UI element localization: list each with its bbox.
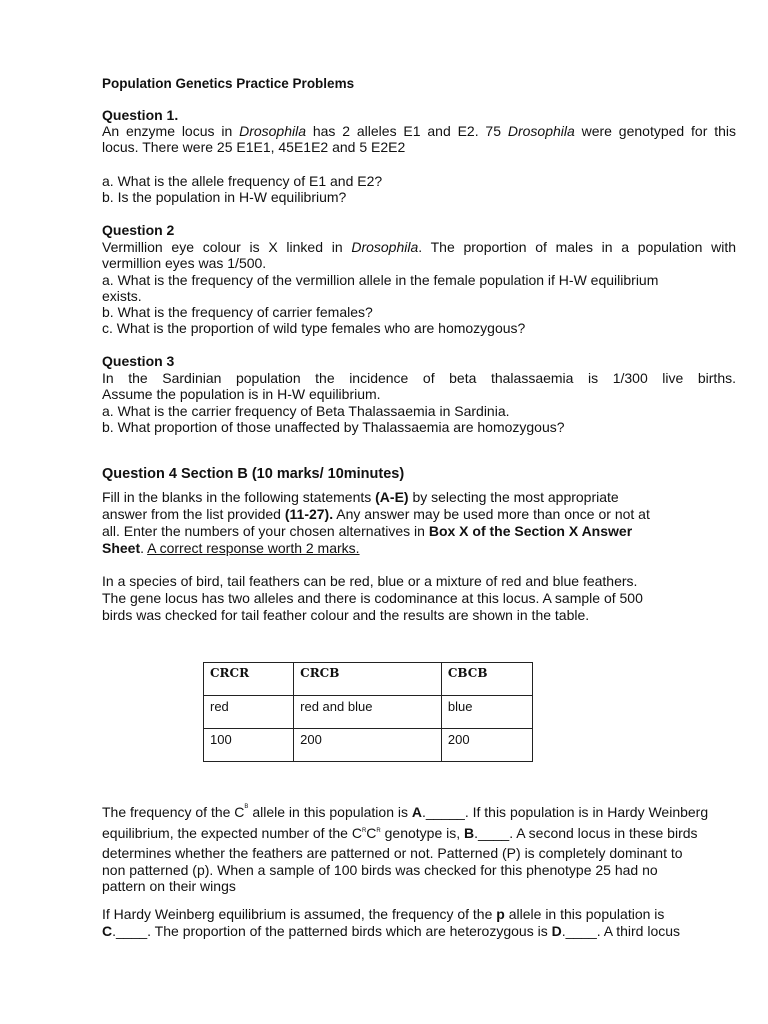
table-row bbox=[204, 729, 533, 762]
q3-part-b: b. What proportion of those unaffected by Thalassaemia are homozygous? bbox=[102, 418, 565, 435]
question-4-heading: Question 4 Section B (10 marks/ 10minutes) bbox=[102, 466, 405, 482]
q4-stmt-line-5: pattern on their wings bbox=[102, 878, 236, 894]
q4-instr-line-3: all. Enter the numbers of your chosen alternatives in Box X of the Section X Answer bbox=[102, 523, 633, 539]
q3-part-a: a. What is the carrier frequency of Beta Thalassaemia in Sardinia. bbox=[102, 402, 510, 419]
q2-line-2: vermillion eyes was 1/500. bbox=[102, 255, 267, 272]
q1-part-a: a. What is the allele frequency of E1 and E2? bbox=[102, 173, 383, 189]
question-1-parts bbox=[102, 173, 736, 206]
q4-instr-line-4: Sheet. A correct response worth 2 marks. bbox=[102, 540, 360, 556]
q4-statement-1 bbox=[102, 804, 736, 895]
q4-stmt-line-3: determines whether the feathers are patterned or not. Patterned (P) is completely dominant to bbox=[102, 845, 683, 861]
q4-scenario-line-3: birds was checked for tail feather colour and the results are shown in the table. bbox=[102, 607, 590, 623]
q4-stmt-line-1: The frequency of the $C^B$ allele in this population is A._____. If this population is in Hardy Weinberg bbox=[102, 804, 709, 820]
table-header-cell: CRCB bbox=[294, 663, 442, 696]
q1-line-1: An enzyme locus in Drosophila has 2 alleles E1 and E2. 75 Drosophila were genotyped for this bbox=[102, 123, 736, 139]
q2-part-c: c. What is the proportion of wild type females who are homozygous? bbox=[102, 320, 526, 337]
q4-instr-line-1: Fill in the blanks in the following statements (A-E) by selecting the most appropriate bbox=[102, 489, 619, 505]
q2-line-1: Vermillion eye colour is X linked in Drosophila. The proportion of males in a population with bbox=[102, 239, 736, 255]
table-cell: blue bbox=[441, 696, 532, 729]
question-1-body bbox=[102, 123, 736, 156]
table-header-cell: CBCB bbox=[441, 663, 532, 696]
table-cell: red and blue bbox=[294, 696, 442, 729]
q1-line-2: locus. There were 25 E1E1, 45E1E2 and 5 E2E2 bbox=[102, 139, 406, 156]
q2-part-a-2: exists. bbox=[102, 287, 142, 304]
table-header-cell: CRCR bbox=[204, 663, 294, 696]
question-2-body bbox=[102, 239, 736, 337]
question-3-heading: Question 3 bbox=[102, 353, 175, 369]
q3-line-2: Assume the population is in H-W equilibrium. bbox=[102, 386, 381, 403]
table-header-row bbox=[204, 663, 533, 696]
genotype-table bbox=[203, 662, 533, 762]
q4-scenario bbox=[102, 573, 736, 624]
q4-statement-2 bbox=[102, 906, 736, 939]
q2-part-a-1: a. What is the frequency of the vermillion allele in the female population if H-W equilibrium bbox=[102, 271, 659, 288]
q4-stmt2-line-2: C.____. The proportion of the patterned birds which are heterozygous is D.____. A third locus bbox=[102, 922, 681, 939]
q2-part-b: b. What is the frequency of carrier females? bbox=[102, 304, 373, 321]
q4-instr-line-2: answer from the list provided (11-27). Any answer may be used more than once or not at bbox=[102, 506, 650, 522]
q4-instructions bbox=[102, 489, 692, 557]
q3-line-1: In the Sardinian population the incidence of beta thalassaemia is 1/300 live births. bbox=[102, 370, 736, 386]
q4-scenario-line-1: In a species of bird, tail feathers can be red, blue or a mixture of red and blue feathers. bbox=[102, 573, 638, 589]
table-cell: red bbox=[204, 696, 294, 729]
q4-stmt2-line-1: If Hardy Weinberg equilibrium is assumed, the frequency of the p allele in this population is bbox=[102, 906, 665, 922]
q4-stmt-line-4: non patterned (p). When a sample of 100 birds was checked for this phenotype 25 had no bbox=[102, 861, 658, 878]
q4-stmt-line-2: equilibrium, the expected number of the $C^RC^R$ genotype is, B.____. A second locus in these birds bbox=[102, 824, 698, 841]
table-cell: 200 bbox=[441, 729, 532, 762]
question-3-body bbox=[102, 370, 736, 435]
page-title: Population Genetics Practice Problems bbox=[102, 76, 355, 91]
question-1-heading: Question 1. bbox=[102, 107, 179, 123]
q4-scenario-line-2: The gene locus has two alleles and there is codominance at this locus. A sample of 500 bbox=[102, 590, 643, 606]
question-2-heading: Question 2 bbox=[102, 222, 175, 238]
table-cell: 200 bbox=[294, 729, 442, 762]
q1-part-b: b. Is the population in H-W equilibrium? bbox=[102, 189, 347, 206]
table-row bbox=[204, 696, 533, 729]
table-cell: 100 bbox=[204, 729, 294, 762]
